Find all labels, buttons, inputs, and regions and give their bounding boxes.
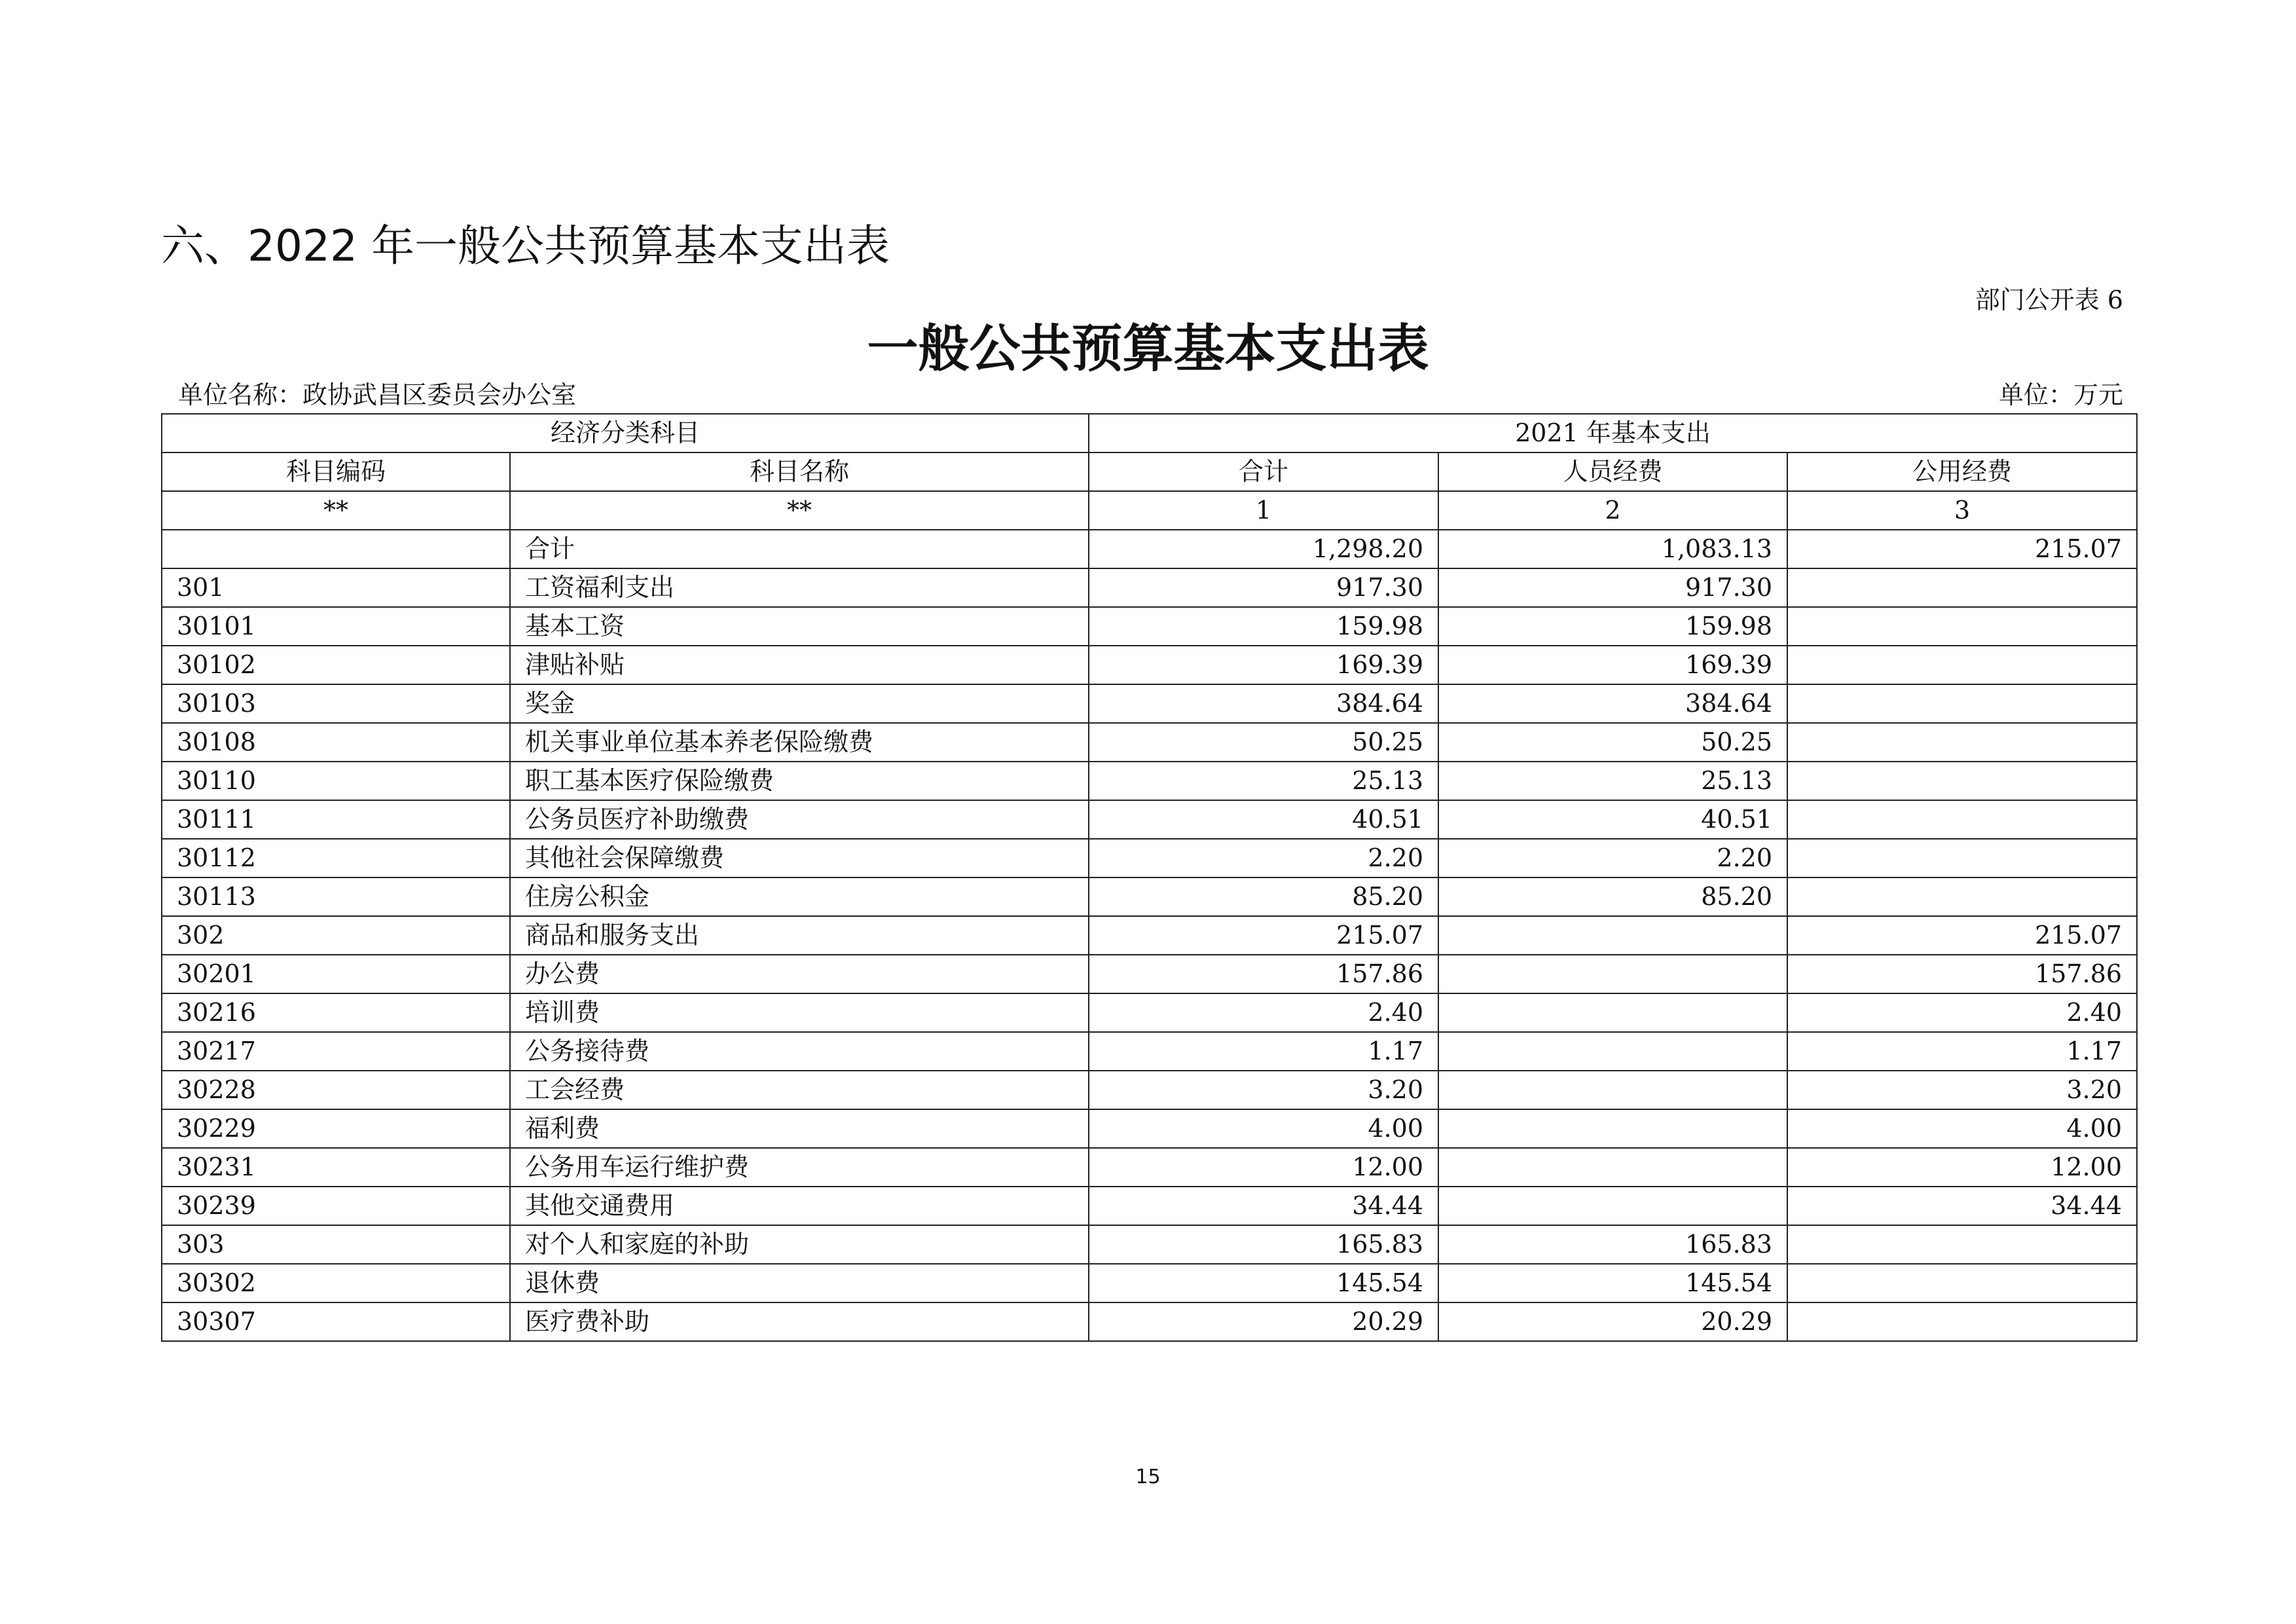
- table-row: [162, 607, 2137, 646]
- cell-subject-name: 福利费: [510, 1109, 1089, 1148]
- table-row: [162, 1264, 2137, 1302]
- cell-subject-code: 30302: [162, 1264, 510, 1302]
- cell-public-expense: [1787, 607, 2137, 646]
- cell-personnel-expense: [1438, 1187, 1787, 1225]
- header-total: 合计: [1089, 452, 1438, 491]
- cell-total: 4.00: [1089, 1109, 1438, 1148]
- cell-subject-name: 合计: [510, 530, 1089, 568]
- cell-subject-code: 30216: [162, 993, 510, 1032]
- cell-total: 157.86: [1089, 955, 1438, 993]
- cell-subject-code: 301: [162, 568, 510, 607]
- cell-subject-name: 退休费: [510, 1264, 1089, 1302]
- cell-public-expense: [1787, 723, 2137, 762]
- cell-personnel-expense: 50.25: [1438, 723, 1787, 762]
- cell-subject-name: 基本工资: [510, 607, 1089, 646]
- cell-total: 50.25: [1089, 723, 1438, 762]
- table-row: [162, 684, 2137, 723]
- cell-total: 12.00: [1089, 1148, 1438, 1187]
- cell-subject-name: 公务接待费: [510, 1032, 1089, 1071]
- table-row: [162, 877, 2137, 916]
- header-column-row: [162, 452, 2137, 491]
- header-public-expense: 公用经费: [1787, 452, 2137, 491]
- cell-personnel-expense: 917.30: [1438, 568, 1787, 607]
- index-public: 3: [1787, 491, 2137, 530]
- cell-subject-name: 住房公积金: [510, 877, 1089, 916]
- cell-personnel-expense: [1438, 916, 1787, 955]
- header-subject-name: 科目名称: [510, 452, 1089, 491]
- table-row: [162, 1187, 2137, 1225]
- cell-public-expense: [1787, 1225, 2137, 1264]
- table-row: [162, 530, 2137, 568]
- cell-public-expense: 2.40: [1787, 993, 2137, 1032]
- cell-total: 85.20: [1089, 877, 1438, 916]
- cell-total: 169.39: [1089, 646, 1438, 684]
- cell-subject-name: 公务员医疗补助缴费: [510, 800, 1089, 839]
- table-row: [162, 568, 2137, 607]
- index-personnel: 2: [1438, 491, 1787, 530]
- table-row: [162, 1302, 2137, 1341]
- cell-subject-code: 30231: [162, 1148, 510, 1187]
- table-row: [162, 955, 2137, 993]
- cell-subject-code: 30113: [162, 877, 510, 916]
- cell-total: 165.83: [1089, 1225, 1438, 1264]
- cell-personnel-expense: [1438, 1032, 1787, 1071]
- section-heading: 六、2022 年一般公共预算基本支出表: [161, 221, 890, 271]
- cell-subject-code: 30217: [162, 1032, 510, 1071]
- cell-public-expense: [1787, 762, 2137, 800]
- cell-subject-name: 商品和服务支出: [510, 916, 1089, 955]
- cell-personnel-expense: 384.64: [1438, 684, 1787, 723]
- table-row: [162, 916, 2137, 955]
- unit-name: 单位名称：政协武昌区委员会办公室: [178, 380, 577, 409]
- cell-subject-code: 30103: [162, 684, 510, 723]
- cell-subject-code: 303: [162, 1225, 510, 1264]
- cell-subject-name: 工会经费: [510, 1071, 1089, 1109]
- table-row: [162, 1109, 2137, 1148]
- table-row: [162, 1148, 2137, 1187]
- cell-total: 1,298.20: [1089, 530, 1438, 568]
- cell-personnel-expense: [1438, 1071, 1787, 1109]
- cell-public-expense: [1787, 877, 2137, 916]
- table-row: [162, 800, 2137, 839]
- cell-personnel-expense: 85.20: [1438, 877, 1787, 916]
- cell-subject-name: 对个人和家庭的补助: [510, 1225, 1089, 1264]
- index-name: **: [510, 491, 1089, 530]
- header-group-row: [162, 414, 2137, 452]
- cell-public-expense: 12.00: [1787, 1148, 2137, 1187]
- table-row: [162, 646, 2137, 684]
- cell-public-expense: [1787, 1302, 2137, 1341]
- header-economic-classification: 经济分类科目: [162, 414, 1089, 452]
- cell-total: 34.44: [1089, 1187, 1438, 1225]
- cell-total: 384.64: [1089, 684, 1438, 723]
- cell-public-expense: 215.07: [1787, 530, 2137, 568]
- cell-subject-name: 机关事业单位基本养老保险缴费: [510, 723, 1089, 762]
- header-basic-expenditure: 2021 年基本支出: [1089, 414, 2137, 452]
- cell-total: 3.20: [1089, 1071, 1438, 1109]
- cell-subject-code: 30108: [162, 723, 510, 762]
- index-code: **: [162, 491, 510, 530]
- cell-total: 145.54: [1089, 1264, 1438, 1302]
- table-title: 一般公共预算基本支出表: [867, 319, 1429, 378]
- cell-public-expense: 157.86: [1787, 955, 2137, 993]
- cell-personnel-expense: [1438, 955, 1787, 993]
- cell-subject-name: 职工基本医疗保险缴费: [510, 762, 1089, 800]
- cell-personnel-expense: 2.20: [1438, 839, 1787, 877]
- cell-subject-name: 奖金: [510, 684, 1089, 723]
- header-index-row: [162, 491, 2137, 530]
- table-row: [162, 1071, 2137, 1109]
- cell-subject-code: 30110: [162, 762, 510, 800]
- cell-subject-code: 30201: [162, 955, 510, 993]
- index-total: 1: [1089, 491, 1438, 530]
- cell-subject-name: 津贴补贴: [510, 646, 1089, 684]
- cell-total: 917.30: [1089, 568, 1438, 607]
- cell-subject-name: 医疗费补助: [510, 1302, 1089, 1341]
- cell-public-expense: [1787, 800, 2137, 839]
- table-row: [162, 993, 2137, 1032]
- table-row: [162, 839, 2137, 877]
- cell-public-expense: [1787, 839, 2137, 877]
- cell-total: 25.13: [1089, 762, 1438, 800]
- cell-subject-name: 办公费: [510, 955, 1089, 993]
- cell-subject-code: [162, 530, 510, 568]
- form-number: 部门公开表 6: [1975, 286, 2123, 314]
- budget-table: [161, 413, 2138, 1342]
- table-row: [162, 1032, 2137, 1071]
- cell-total: 1.17: [1089, 1032, 1438, 1071]
- cell-subject-name: 工资福利支出: [510, 568, 1089, 607]
- cell-subject-code: 30102: [162, 646, 510, 684]
- cell-subject-code: 30112: [162, 839, 510, 877]
- cell-personnel-expense: 169.39: [1438, 646, 1787, 684]
- cell-subject-name: 其他社会保障缴费: [510, 839, 1089, 877]
- cell-subject-code: 30111: [162, 800, 510, 839]
- cell-public-expense: 34.44: [1787, 1187, 2137, 1225]
- cell-subject-name: 公务用车运行维护费: [510, 1148, 1089, 1187]
- cell-personnel-expense: [1438, 1148, 1787, 1187]
- cell-personnel-expense: 20.29: [1438, 1302, 1787, 1341]
- cell-public-expense: [1787, 684, 2137, 723]
- cell-subject-name: 培训费: [510, 993, 1089, 1032]
- unit-label: 单位：万元: [1998, 380, 2123, 409]
- cell-personnel-expense: 1,083.13: [1438, 530, 1787, 568]
- header-subject-code: 科目编码: [162, 452, 510, 491]
- cell-public-expense: [1787, 646, 2137, 684]
- cell-total: 40.51: [1089, 800, 1438, 839]
- cell-public-expense: 1.17: [1787, 1032, 2137, 1071]
- cell-subject-code: 30228: [162, 1071, 510, 1109]
- cell-personnel-expense: 25.13: [1438, 762, 1787, 800]
- cell-subject-name: 其他交通费用: [510, 1187, 1089, 1225]
- cell-personnel-expense: [1438, 1109, 1787, 1148]
- cell-personnel-expense: [1438, 993, 1787, 1032]
- cell-public-expense: 4.00: [1787, 1109, 2137, 1148]
- table-row: [162, 723, 2137, 762]
- cell-subject-code: 30101: [162, 607, 510, 646]
- cell-personnel-expense: 145.54: [1438, 1264, 1787, 1302]
- cell-subject-code: 30307: [162, 1302, 510, 1341]
- cell-public-expense: [1787, 1264, 2137, 1302]
- cell-personnel-expense: 40.51: [1438, 800, 1787, 839]
- cell-total: 2.40: [1089, 993, 1438, 1032]
- cell-total: 159.98: [1089, 607, 1438, 646]
- cell-subject-code: 30239: [162, 1187, 510, 1225]
- cell-public-expense: [1787, 568, 2137, 607]
- cell-total: 215.07: [1089, 916, 1438, 955]
- cell-personnel-expense: 159.98: [1438, 607, 1787, 646]
- table-row: [162, 762, 2137, 800]
- cell-subject-code: 302: [162, 916, 510, 955]
- cell-subject-code: 30229: [162, 1109, 510, 1148]
- cell-public-expense: 3.20: [1787, 1071, 2137, 1109]
- cell-personnel-expense: 165.83: [1438, 1225, 1787, 1264]
- header-personnel-expense: 人员经费: [1438, 452, 1787, 491]
- cell-total: 2.20: [1089, 839, 1438, 877]
- page-number: 15: [1135, 1466, 1161, 1488]
- cell-public-expense: 215.07: [1787, 916, 2137, 955]
- table-row: [162, 1225, 2137, 1264]
- cell-total: 20.29: [1089, 1302, 1438, 1341]
